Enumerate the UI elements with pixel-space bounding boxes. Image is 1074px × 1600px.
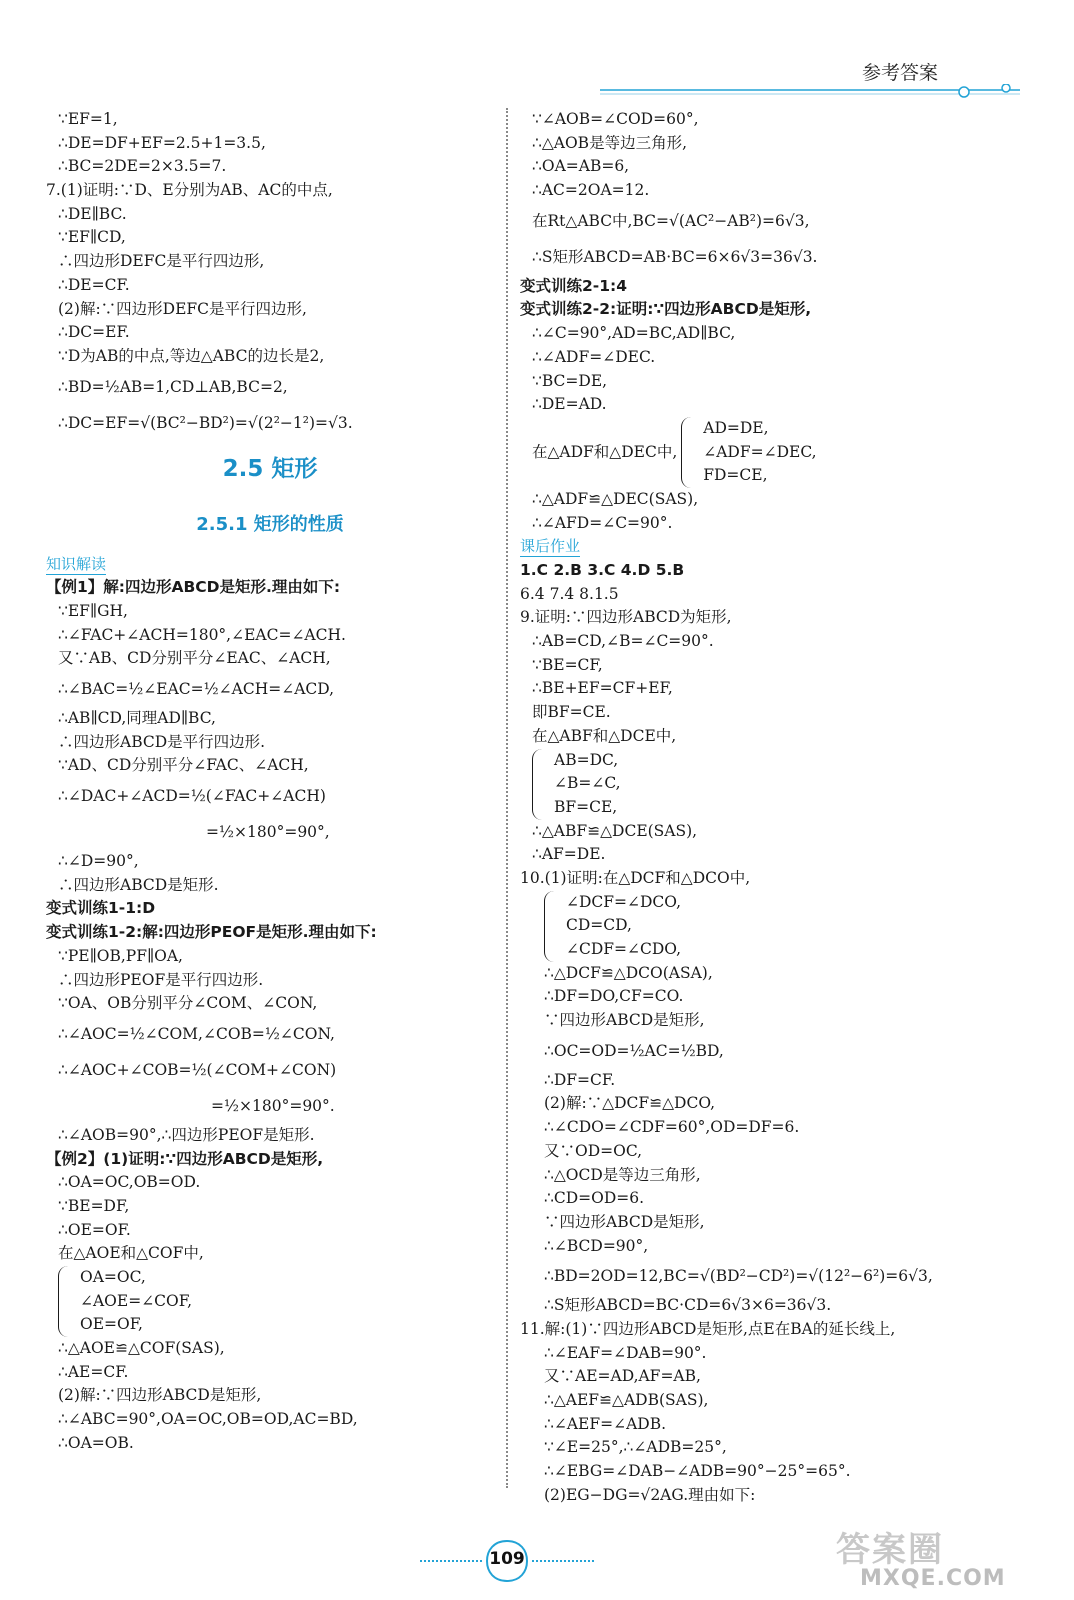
text-line: 在Rt△ABC中,BC=√(AC²−AB²)=6√3,	[532, 211, 810, 230]
text-line: 1.C 2.B 3.C 4.D 5.B	[520, 561, 685, 579]
text-line: ∴∠BCD=90°,	[544, 1236, 649, 1255]
footer-dots-right	[532, 1560, 594, 1562]
text-line: ∵PE∥OB,PF∥OA,	[58, 946, 183, 965]
text-line: 【例1】解:四边形ABCD是矩形.理由如下:	[46, 578, 341, 597]
text-line: OE=OF,	[80, 1315, 143, 1334]
text-line: ∵BE=CF,	[532, 655, 603, 674]
page-number: 109	[489, 1549, 525, 1569]
text-line: ∴OC=OD=½AC=½BD,	[544, 1041, 724, 1060]
text-line: ∵四边形ABCD是矩形,	[544, 1011, 705, 1030]
text-line: ∴∠EAF=∠DAB=90°.	[544, 1343, 707, 1362]
text-line: ∴∠AOC+∠COB=½(∠COM+∠CON)	[58, 1060, 337, 1079]
text-line: 10.(1)证明:在△DCF和△DCO中,	[520, 868, 751, 887]
text-line: ∵AD、CD分别平分∠FAC、∠ACH,	[58, 756, 309, 775]
text-line: ∴∠ADF=∠DEC.	[532, 347, 656, 366]
text-line: 【例2】(1)证明:∵四边形ABCD是矩形,	[46, 1149, 324, 1168]
text-line: ∴∠C=90°,AD=BC,AD∥BC,	[532, 324, 736, 343]
text-line: ∴∠AEF=∠ADB.	[544, 1414, 667, 1433]
text-line: ∴DE=DF+EF=2.5+1=3.5,	[58, 133, 266, 152]
text-line: OA=OC,	[80, 1268, 146, 1286]
text-line: ∴DF=DO,CF=CO.	[544, 987, 684, 1006]
text-line: ∴∠DAC+∠ACD=½(∠FAC+∠ACH)	[58, 787, 326, 806]
text-line: 变式训练1-1:D	[46, 899, 156, 918]
text-line: ∴∠AOB=90°,∴四边形PEOF是矩形.	[58, 1125, 315, 1144]
text-line: ∴DE=AD.	[532, 395, 607, 414]
section-title: 2.5 矩形	[222, 455, 318, 482]
left-column	[46, 108, 494, 1456]
text-line: ∵D为AB的中点,等边△ABC的边长是2,	[58, 346, 325, 365]
text-line: ∴S矩形ABCD=AB·BC=6×6√3=36√3.	[532, 247, 818, 266]
text-line: ∵EF∥CD,	[58, 228, 126, 247]
text-line: ∵OA、OB分别平分∠COM、∠CON,	[58, 994, 318, 1013]
text-line: ∴OA=OC,OB=OD.	[58, 1173, 201, 1192]
text-line: ∴∠AOC=½∠COM,∠COB=½∠CON,	[58, 1024, 335, 1043]
text-line: ∴∠ABC=90°,OA=OC,OB=OD,AC=BD,	[58, 1410, 358, 1429]
text-line: ∴OE=OF.	[58, 1220, 131, 1239]
brace-system	[532, 749, 1040, 820]
text-line: ∴DC=EF=√(BC²−BD²)=√(2²−1²)=√3.	[58, 413, 353, 432]
text-line: ∴△AOE≌△COF(SAS),	[58, 1339, 225, 1358]
text-line: 又∵AB、CD分别平分∠EAC、∠ACH,	[58, 649, 331, 668]
text-line: 变式训练2-1:4	[520, 276, 627, 295]
text-line: (2)解:∵四边形ABCD是矩形,	[58, 1386, 262, 1405]
brace-system	[58, 1266, 494, 1337]
text-line: ∴AB=CD,∠B=∠C=90°.	[532, 632, 714, 651]
text-line: 11.解:(1)∵四边形ABCD是矩形,点E在BA的延长线上,	[520, 1319, 896, 1338]
text-line: BF=CE,	[554, 797, 618, 816]
brace-icon	[532, 749, 547, 820]
text-line: =½×180°=90°.	[211, 1096, 335, 1115]
brace-icon	[681, 417, 696, 488]
text-line: ∴AB∥CD,同理AD∥BC,	[58, 709, 216, 727]
text-line: ∴DE=CF.	[58, 275, 130, 294]
text-line: ∴四边形DEFC是平行四边形,	[58, 252, 265, 271]
text-line: AB=DC,	[554, 750, 619, 769]
text-line: ∴AE=CF.	[58, 1362, 129, 1381]
brace-icon	[544, 891, 559, 962]
text-line: ∴△AOB是等边三角形,	[532, 133, 688, 152]
header-title: 参考答案	[862, 62, 939, 84]
text-line: ∵BC=DE,	[532, 371, 608, 390]
brace-system	[544, 891, 1040, 962]
text-line: (2)解:∵四边形DEFC是平行四边形,	[58, 299, 307, 318]
text-line: ∵四边形ABCD是矩形,	[544, 1212, 705, 1231]
text-line: ∵EF=1,	[58, 110, 118, 128]
footer-dots-left	[420, 1560, 482, 1562]
text-line: ∠ADF=∠DEC,	[703, 442, 817, 461]
text-line: ∴BE+EF=CF+EF,	[532, 679, 673, 698]
text-line: ∴∠CDO=∠CDF=60°,OD=DF=6.	[544, 1118, 800, 1137]
text-line: ∵BE=DF,	[58, 1196, 130, 1215]
text-line: ∴△AEF≌△ADB(SAS),	[544, 1391, 709, 1409]
brace-system	[681, 417, 816, 488]
text-line: ∴DC=EF.	[58, 323, 130, 342]
text-line: ∴△ADF≌△DEC(SAS),	[532, 489, 699, 508]
subsection-title: 2.5.1 矩形的性质	[196, 513, 344, 535]
text-line: (2)EG−DG=√2AG.理由如下:	[544, 1485, 756, 1504]
text-line: ∴OA=OB.	[58, 1433, 134, 1452]
text-line: (2)解:∵△DCF≌△DCO,	[544, 1094, 716, 1113]
text-line: 9.证明:∵四边形ABCD为矩形,	[520, 608, 732, 627]
text-line: FD=CE,	[703, 466, 768, 485]
section-tag: 知识解读	[46, 554, 107, 573]
text-line: ∴四边形ABCD是矩形.	[58, 875, 219, 894]
header-decoration-icon	[600, 84, 1040, 100]
text-line: ∴OA=AB=6,	[532, 157, 630, 176]
watermark-url: MXQE.COM	[860, 1566, 1006, 1591]
text-line: ∴BD=2OD=12,BC=√(BD²−CD²)=√(12²−6²)=6√3,	[544, 1267, 933, 1286]
text-line: ∵EF∥GH,	[58, 601, 128, 620]
text-line: ∠AOE=∠COF,	[80, 1291, 193, 1310]
text-line: ∴CD=OD=6.	[544, 1189, 645, 1208]
watermark-logo: 答案圈	[836, 1530, 944, 1570]
text-line: 即BF=CE.	[532, 703, 611, 722]
text-line: ∴S矩形ABCD=BC·CD=6√3×6=36√3.	[544, 1296, 832, 1315]
text-line: 在△ADF和△DEC中,	[532, 442, 678, 461]
text-line: ∴DE∥BC.	[58, 204, 127, 223]
text-line: ∴AC=2OA=12.	[532, 181, 650, 200]
text-line: ∴△ABF≌△DCE(SAS),	[532, 821, 698, 840]
text-line: CD=CD,	[566, 916, 632, 935]
text-line: ∴∠AFD=∠C=90°.	[532, 513, 673, 532]
text-line: ∴△OCD是等边三角形,	[544, 1165, 701, 1184]
section-tag: 课后作业	[520, 537, 581, 556]
text-line: ∴∠FAC+∠ACH=180°,∠EAC=∠ACH.	[58, 625, 346, 644]
text-line: ∠CDF=∠CDO,	[566, 940, 682, 958]
text-line: 变式训练1-2:解:四边形PEOF是矩形.理由如下:	[46, 923, 377, 942]
text-line: ∵∠AOB=∠COD=60°,	[532, 110, 699, 128]
text-line: 在△ABF和△DCE中,	[532, 726, 677, 745]
text-line: ∠DCF=∠DCO,	[566, 892, 682, 911]
text-line: ∴四边形PEOF是平行四边形.	[58, 970, 264, 989]
text-line: 变式训练2-2:证明:∵四边形ABCD是矩形,	[520, 300, 812, 319]
brace-icon	[58, 1266, 73, 1337]
text-line: =½×180°=90°,	[206, 823, 330, 842]
text-line: 7.(1)证明:∵D、E分别为AB、AC的中点,	[46, 181, 333, 200]
text-line: ∴∠EBG=∠DAB−∠ADB=90°−25°=65°.	[544, 1462, 851, 1481]
text-line: 又∵AE=AD,AF=AB,	[544, 1367, 701, 1386]
text-line: ∠B=∠C,	[554, 774, 621, 793]
right-column	[520, 108, 1040, 1507]
text-line: ∴△DCF≌△DCO(ASA),	[544, 963, 713, 982]
text-line: ∵∠E=25°,∴∠ADB=25°,	[544, 1438, 727, 1457]
text-line: ∴DF=CF.	[544, 1070, 616, 1089]
text-line: ∴BD=½AB=1,CD⊥AB,BC=2,	[58, 377, 288, 396]
text-line: 在△AOE和△COF中,	[58, 1244, 204, 1263]
text-line: ∴∠D=90°,	[58, 852, 139, 871]
brace-row	[520, 417, 1040, 488]
text-line: ∴BC=2DE=2×3.5=7.	[58, 157, 227, 176]
text-line: ∴∠BAC=½∠EAC=½∠ACH=∠ACD,	[58, 680, 335, 698]
text-line: 又∵OD=OC,	[544, 1141, 643, 1160]
column-divider	[506, 108, 508, 1488]
text-line: AD=DE,	[703, 418, 769, 437]
text-line: ∴四边形ABCD是平行四边形.	[58, 732, 266, 751]
text-line: 6.4 7.4 8.1.5	[520, 584, 619, 603]
text-line: ∴AF=DE.	[532, 845, 606, 864]
